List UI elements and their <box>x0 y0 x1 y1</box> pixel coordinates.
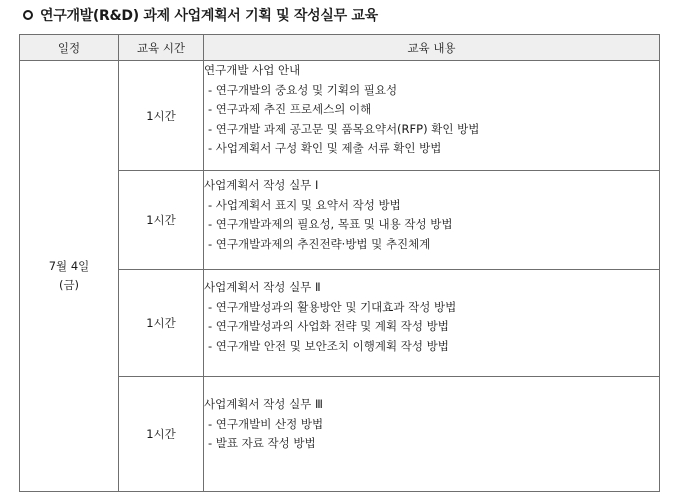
session-title: 사업계획서 작성 실무 Ⅲ <box>204 397 323 411</box>
duration-cell: 1시간 <box>119 270 204 377</box>
duration-cell: 1시간 <box>119 171 204 270</box>
table-header-row <box>20 35 660 61</box>
session-item: - 연구개발과제의 추진전략·방법 및 추진체계 <box>208 236 431 251</box>
session-item: - 연구개발성과의 사업화 전략 및 계획 작성 방법 <box>208 319 449 333</box>
session-item: - 발표 자료 작성 방법 <box>208 436 316 450</box>
session-item: - 연구개발의 중요성 및 기획의 필요성 <box>208 82 398 97</box>
heading-title: 연구개발(R&D) 과제 사업계획서 기획 및 작성실무 교육 <box>40 8 378 24</box>
table-row <box>20 61 660 171</box>
date-cell <box>20 61 119 492</box>
circle-bullet-icon <box>23 10 33 20</box>
date-text: 7월 4일 <box>48 259 90 273</box>
session-item: - 사업계획서 구성 확인 및 제출 서류 확인 방법 <box>208 141 442 155</box>
session-item: - 연구개발비 산정 방법 <box>208 416 324 431</box>
session-item: - 사업계획서 표지 및 요약서 작성 방법 <box>208 197 401 212</box>
education-schedule-table <box>19 34 660 492</box>
content-cell <box>204 171 660 270</box>
content-cell <box>204 61 660 171</box>
session-item: - 연구개발 안전 및 보안조치 이행계획 작성 방법 <box>208 338 449 353</box>
session-item: - 연구개발성과의 활용방안 및 기대효과 작성 방법 <box>208 299 457 314</box>
duration-cell: 1시간 <box>119 61 204 171</box>
session-title: 사업계획서 작성 실무 Ⅱ <box>204 280 321 294</box>
session-item: - 연구과제 추진 프로세스의 이해 <box>208 102 372 116</box>
session-title: 사업계획서 작성 실무 Ⅰ <box>204 178 319 192</box>
session-item: - 연구개발 과제 공고문 및 품목요약서(RFP) 확인 방법 <box>208 121 480 136</box>
content-cell <box>204 270 660 377</box>
session-item: - 연구개발과제의 필요성, 목표 및 내용 작성 방법 <box>208 217 453 231</box>
header-duration: 교육 시간 <box>119 35 204 61</box>
content-cell <box>204 377 660 492</box>
header-content: 교육 내용 <box>204 35 660 61</box>
duration-cell: 1시간 <box>119 377 204 492</box>
weekday-text: (금) <box>58 278 80 292</box>
header-schedule: 일정 <box>20 35 119 61</box>
session-title: 연구개발 사업 안내 <box>204 63 301 77</box>
section-heading <box>20 4 378 26</box>
